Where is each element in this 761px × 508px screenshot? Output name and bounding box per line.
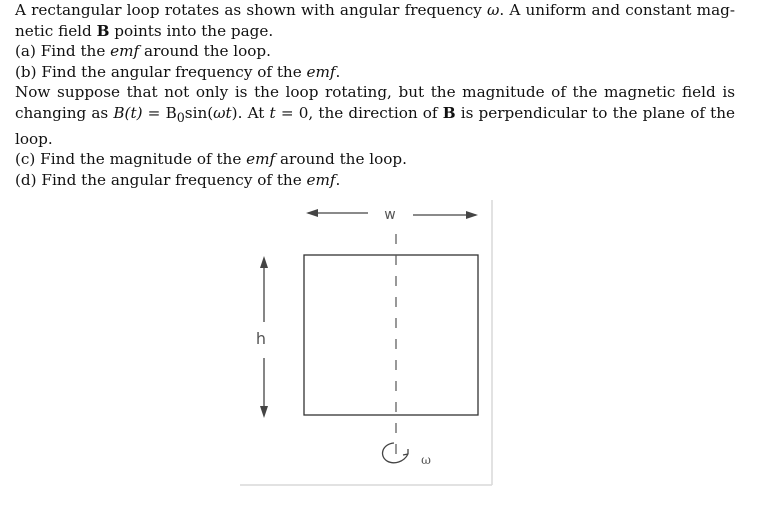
- intro-text-3: points into the page.: [109, 21, 274, 40]
- width-arrow-right-head: [466, 211, 478, 219]
- suppose-t0: = 0, the direction of: [275, 103, 443, 122]
- field-symbol: B: [96, 21, 110, 40]
- part-b-prefix: (b) Find the angular frequency of the: [15, 62, 307, 81]
- loop-figure: [240, 198, 493, 486]
- part-a: [15, 41, 735, 62]
- part-c: [15, 149, 735, 170]
- suppose-close: ). At: [231, 103, 270, 122]
- suppose-bt: B(t): [113, 103, 143, 122]
- part-c-emf: emf: [246, 150, 276, 169]
- suppose-paragraph: [15, 82, 735, 149]
- suppose-b: B: [442, 103, 456, 122]
- part-d-emf: emf: [306, 170, 336, 189]
- height-arrow-top-head: [260, 256, 268, 268]
- suppose-eq: = B: [142, 103, 177, 122]
- part-a-emf: emf: [110, 42, 140, 61]
- part-c-prefix: (c) Find the magnitude of the: [15, 150, 247, 169]
- rotation-arrow: [383, 443, 408, 463]
- part-d-prefix: (d) Find the angular frequency of the: [15, 170, 307, 189]
- suppose-wt: ωt: [213, 103, 232, 122]
- problem-text: [15, 0, 735, 190]
- rectangular-loop: [304, 255, 478, 415]
- part-d: [15, 170, 735, 191]
- rotation-arrow-curve: [383, 443, 408, 463]
- part-a-prefix: (a) Find the: [15, 42, 111, 61]
- rotation-arrow-head: [403, 449, 408, 455]
- part-b-suffix: .: [335, 62, 341, 81]
- suppose-t: t: [269, 103, 276, 122]
- intro-text-1: A rectangular loop rotates as shown with angular frequency: [15, 1, 487, 19]
- height-arrow-bottom-head: [260, 406, 268, 418]
- part-d-suffix: .: [335, 170, 341, 189]
- part-c-suffix: around the loop.: [275, 150, 407, 169]
- intro-paragraph: [15, 0, 735, 41]
- intro-text-2: . A uniform and constant mag-netic field: [15, 1, 735, 40]
- omega-symbol: ω: [486, 1, 500, 19]
- part-b-emf: emf: [306, 62, 336, 81]
- suppose-text-1: Now suppose that not only is the loop rotating, but the magnitude of the magnetic field is changing as: [15, 83, 735, 122]
- suppose-sub0: 0: [176, 110, 185, 125]
- height-label: h: [255, 329, 267, 348]
- suppose-text-2: is perpendicular to the plane of the loop.: [15, 103, 735, 148]
- loop-diagram: [240, 198, 493, 486]
- suppose-sin: sin(: [184, 103, 214, 122]
- part-b: [15, 62, 735, 83]
- width-arrow-left-head: [306, 209, 318, 217]
- width-label: w: [384, 207, 396, 223]
- omega-label: ω: [421, 453, 431, 467]
- part-a-suffix: around the loop.: [139, 42, 271, 61]
